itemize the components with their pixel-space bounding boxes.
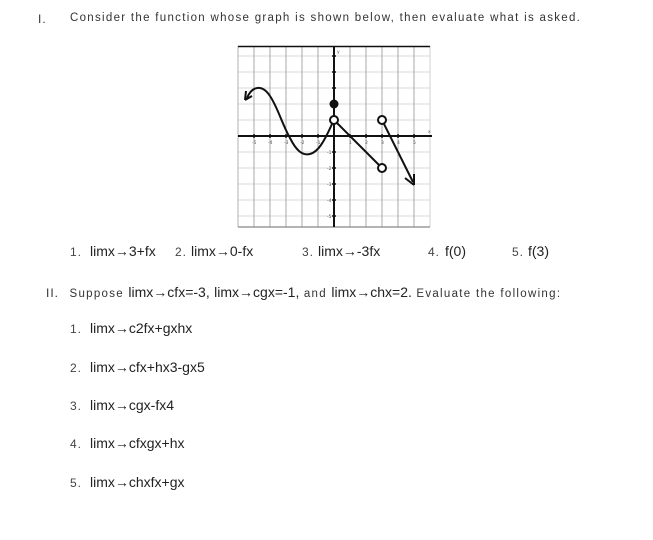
s1-item-1-expr: limx→3+fx: [90, 243, 156, 259]
svg-text:x: x: [428, 130, 431, 135]
section-1-instruction: Consider the function whose graph is shown below, then evaluate what is asked.: [70, 12, 582, 24]
open-point: [378, 164, 386, 172]
s1-item-5-num: 5.: [512, 245, 525, 259]
s1-item-2-expr: limx→0-fx: [191, 243, 254, 259]
svg-text:-4: -4: [268, 141, 273, 146]
svg-text:-3: -3: [327, 183, 332, 188]
given-h: limx→chx=2.: [331, 284, 412, 300]
s2-item-3-num: 3.: [70, 399, 83, 413]
svg-text:3: 3: [381, 141, 384, 146]
s1-item-4-num: 4.: [428, 245, 441, 259]
section-2-suffix: Evaluate the following:: [416, 288, 562, 300]
svg-text:2: 2: [365, 141, 368, 146]
svg-text:4: 4: [397, 141, 400, 146]
function-graph: [237, 45, 432, 229]
s2-item-2-expr: limx→cfx+hx3-gx5: [90, 359, 205, 375]
s2-item-4-expr: limx→cfxgx+hx: [90, 435, 185, 451]
s1-item-3-num: 3.: [302, 245, 315, 259]
open-point: [330, 116, 338, 124]
section-1-numeral: I.: [38, 12, 47, 26]
s1-item-2-num: 2.: [175, 245, 188, 259]
svg-text:y: y: [337, 50, 340, 55]
s2-item-5-num: 5.: [70, 476, 83, 490]
svg-text:-3: -3: [284, 141, 289, 146]
svg-text:-1: -1: [327, 151, 332, 156]
open-point: [378, 116, 386, 124]
svg-text:-4: -4: [327, 199, 332, 204]
s1-item-1-num: 1.: [70, 245, 83, 259]
section-2-prefix: Suppose: [69, 288, 124, 300]
svg-text:-1: -1: [316, 141, 321, 146]
filled-point: [330, 100, 339, 109]
svg-text:-5: -5: [252, 141, 257, 146]
s1-item-5-expr: f(3): [528, 243, 549, 259]
s2-item-1-expr: limx→c2fx+gxhx: [90, 320, 193, 336]
svg-text:-2: -2: [300, 141, 305, 146]
s1-item-4-expr: f(0): [445, 243, 466, 259]
s2-item-1-num: 1.: [70, 322, 83, 336]
svg-text:5: 5: [413, 141, 416, 146]
svg-text:-2: -2: [327, 167, 332, 172]
s2-item-2-num: 2.: [70, 361, 83, 375]
s2-item-3-expr: limx→cgx-fx4: [90, 397, 175, 413]
s2-item-4-num: 4.: [70, 437, 83, 451]
given-g: limx→cgx=-1,: [214, 284, 300, 300]
svg-text:-5: -5: [327, 215, 332, 220]
s2-item-5-expr: limx→chxfx+gx: [90, 474, 185, 490]
section-2-numeral: II.: [46, 286, 60, 300]
svg-text:1: 1: [349, 141, 352, 146]
given-f: limx→cfx=-3,: [128, 284, 210, 300]
section-2-and: and: [303, 288, 327, 300]
section-2-header: [46, 284, 561, 302]
s1-item-3-expr: limx→-3fx: [318, 243, 381, 259]
